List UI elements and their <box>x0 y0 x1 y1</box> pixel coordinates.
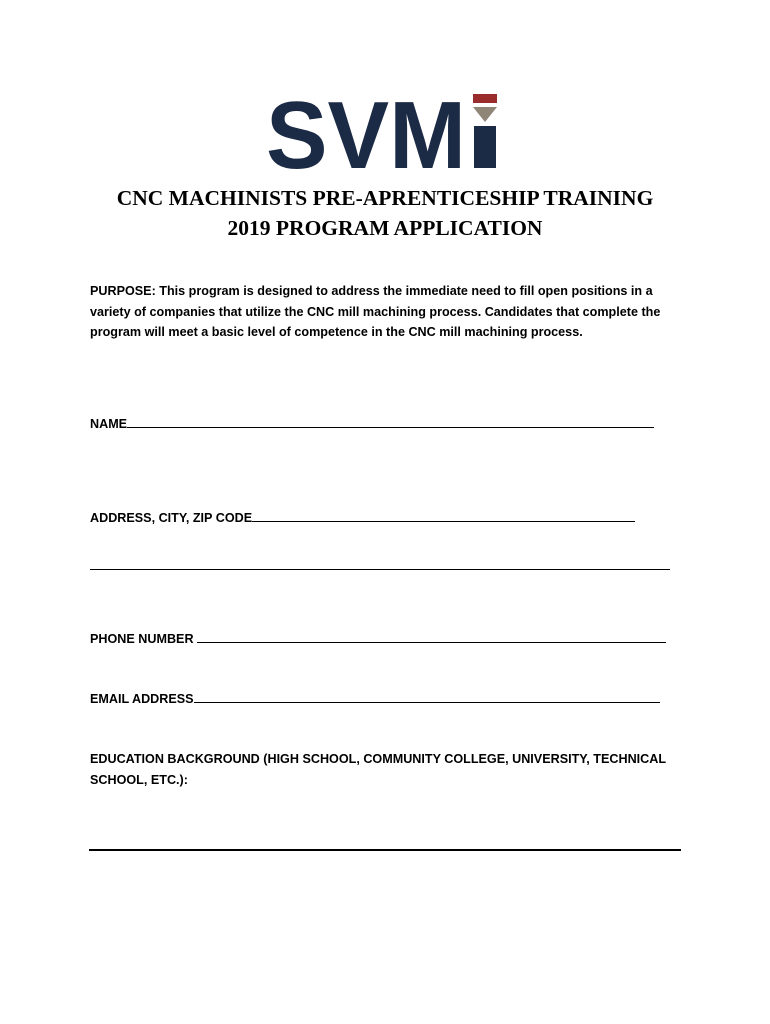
purpose-paragraph: PURPOSE: This program is designed to address the immediate need to fill open positions in a variety of companies that utilize the CNC mill machining process. Candidates that complete the program will meet a basic level of competence in the CNC mill machining process. <box>90 284 661 339</box>
email-field[interactable] <box>90 689 660 707</box>
svmi-logo <box>266 92 502 172</box>
education-input-line[interactable] <box>89 849 681 851</box>
address-input-line[interactable] <box>252 508 635 522</box>
address-continuation-line[interactable] <box>90 569 670 570</box>
form-title-line-2: 2019 PROGRAM APPLICATION <box>227 216 543 240</box>
email-input-line[interactable] <box>194 689 660 703</box>
email-label: EMAIL ADDRESS <box>90 692 194 706</box>
name-input-line[interactable] <box>127 414 654 428</box>
address-field[interactable] <box>90 508 635 526</box>
phone-field[interactable] <box>90 629 666 647</box>
phone-input-line[interactable] <box>197 629 666 643</box>
address-label: ADDRESS, CITY, ZIP CODE <box>90 511 253 525</box>
name-label: NAME <box>90 417 128 431</box>
name-field[interactable] <box>90 414 654 432</box>
svg-text:SVM: SVM <box>266 92 466 172</box>
form-title-line-1: CNC MACHINISTS PRE-APRENTICESHIP TRAINING <box>116 186 654 210</box>
phone-label: PHONE NUMBER <box>90 632 198 646</box>
education-label: EDUCATION BACKGROUND (HIGH SCHOOL, COMMUNITY COLLEGE, UNIVERSITY, TECHNICAL SCHOOL, ETC.): <box>90 752 666 787</box>
